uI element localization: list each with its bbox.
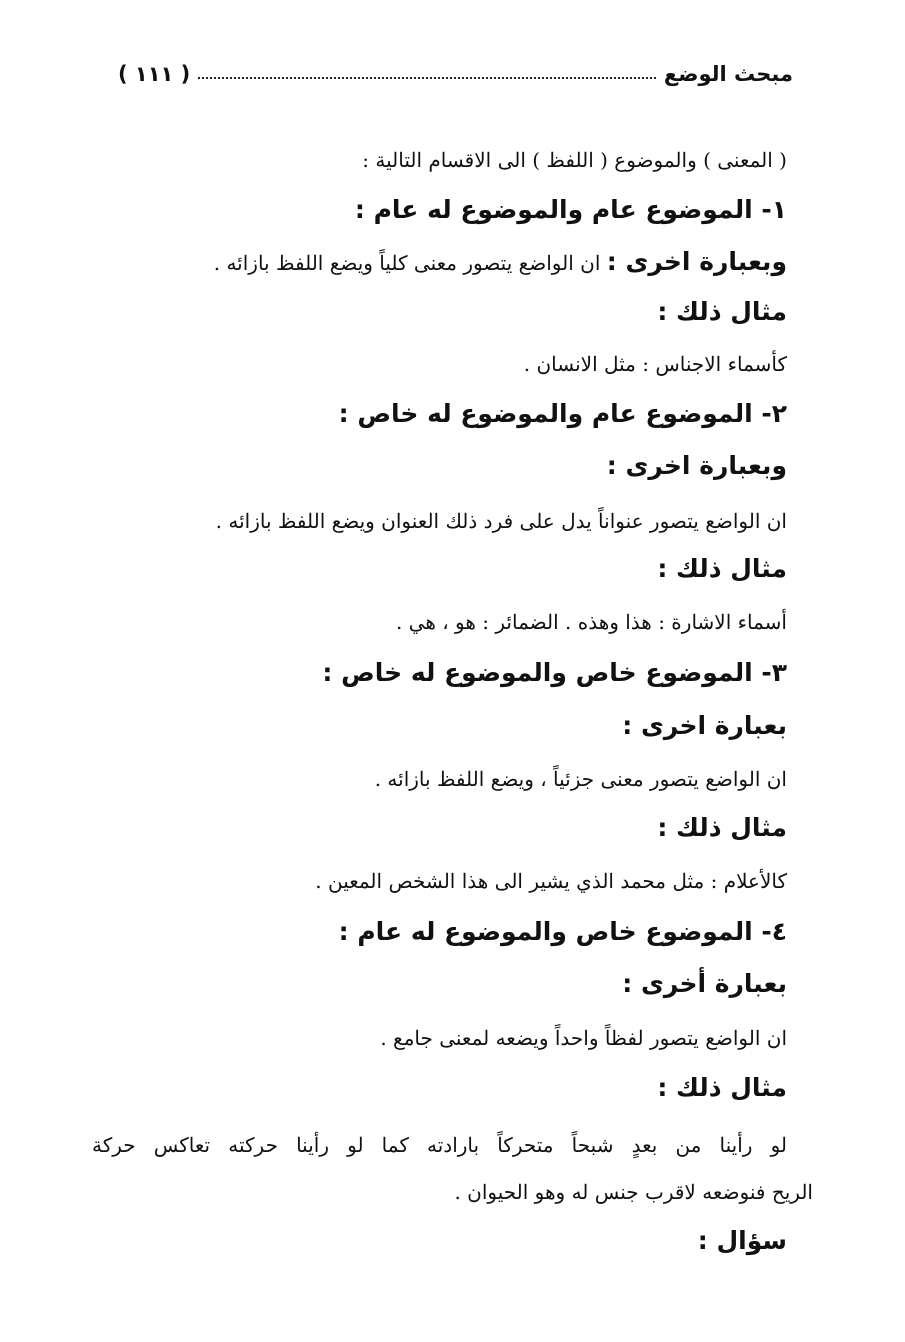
header-leader-dots bbox=[198, 77, 656, 79]
definition-text-2: ان الواضع يتصور عنواناً يدل على فرد ذلك العنوان ويضع اللفظ بازائه . bbox=[215, 509, 787, 533]
definition-label-1: وبعبارة اخرى : bbox=[606, 247, 787, 276]
definition-label-4: بعبارة أخرى : bbox=[622, 969, 787, 998]
intro-line: ( المعنى ) والموضوع ( اللفظ ) الى الاقسام التالية : bbox=[362, 148, 787, 172]
example-text-4-line-2: الريح فنوضعه لاقرب جنس له وهو الحيوان . bbox=[454, 1180, 813, 1204]
section-heading-3: ٣- الموضوع خاص والموضوع له خاص : bbox=[322, 658, 787, 687]
example-heading-4: مثال ذلك : bbox=[657, 1073, 787, 1102]
definition-line-1 bbox=[214, 249, 787, 274]
question-heading: سؤال : bbox=[697, 1226, 787, 1255]
example-heading-3: مثال ذلك : bbox=[657, 813, 787, 842]
definition-text-4: ان الواضع يتصور لفظاً واحداً ويضعه لمعنى جامع . bbox=[380, 1026, 787, 1050]
section-heading-1: ١- الموضوع عام والموضوع له عام : bbox=[354, 195, 787, 224]
section-heading-4: ٤- الموضوع خاص والموضوع له عام : bbox=[338, 917, 787, 946]
running-header bbox=[118, 52, 793, 86]
example-text-3: كالأعلام : مثل محمد الذي يشير الى هذا الشخص المعين . bbox=[315, 869, 787, 893]
definition-text-1: ان الواضع يتصور معنى كلياً ويضع اللفظ بازائه . bbox=[213, 251, 607, 275]
example-heading-2: مثال ذلك : bbox=[657, 554, 787, 583]
example-heading-1: مثال ذلك : bbox=[657, 297, 787, 326]
section-heading-2: ٢- الموضوع عام والموضوع له خاص : bbox=[338, 399, 787, 428]
example-text-1: كأسماء الاجناس : مثل الانسان . bbox=[523, 352, 787, 376]
definition-text-3: ان الواضع يتصور معنى جزئياً ، ويضع اللفظ بازائه . bbox=[374, 767, 787, 791]
page-number: ( ١١١ ) bbox=[118, 62, 191, 86]
example-text-4-line-1: لو رأينا من بعدٍ شبحاً متحركاً بارادته كما لو رأينا حركته تعاكس حركة bbox=[92, 1133, 787, 1157]
definition-label-3: بعبارة اخرى : bbox=[622, 711, 787, 740]
example-text-2: أسماء الاشارة : هذا وهذه . الضمائر : هو ، هي . bbox=[395, 610, 787, 634]
definition-label-2: وبعبارة اخرى : bbox=[606, 451, 787, 480]
header-title: مبحث الوضع bbox=[663, 62, 793, 86]
